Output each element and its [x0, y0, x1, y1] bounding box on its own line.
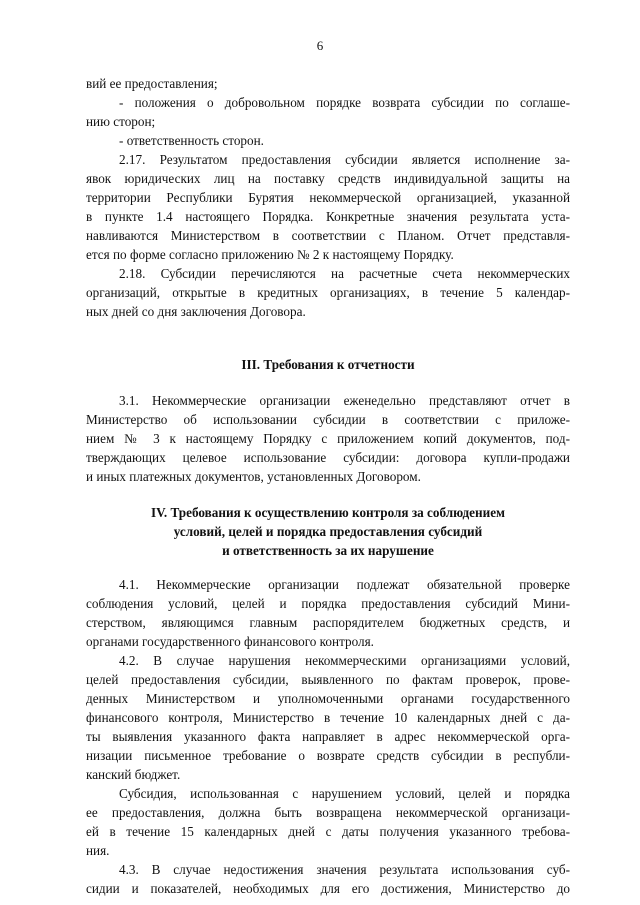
text-line: 2.18. Субсидии перечисляются на расчетные счета некоммерческих: [119, 266, 570, 281]
text-line: ты выявления указанного факта направляет в адрес некоммерческой орга-: [86, 729, 570, 744]
text-line: 4.1. Некоммерческие организации подлежат обязательной проверке: [119, 577, 570, 592]
section-heading-control-line-1: IV. Требования к осуществлению контроля за соблюдением: [150, 505, 506, 520]
text-line: стерством, являющимся главным распорядителем бюджетных средств, и: [86, 615, 570, 630]
text-line: ей в течение 15 календарных дней с даты получения указанного требова-: [86, 824, 570, 839]
text-line: 2.17. Результатом предоставления субсидии является исполнение за-: [119, 152, 570, 167]
text-line: - ответственность сторон.: [119, 133, 264, 148]
page-number: 6: [316, 38, 324, 53]
text-line: ется по форме согласно приложению № 2 к настоящему Порядку.: [86, 247, 454, 262]
document-body: [86, 74, 570, 898]
text-line: Министерство об использовании субсидии в соответствии с приложе-: [86, 412, 570, 427]
text-line: - положения о добровольном порядке возврата субсидии по соглаше-: [119, 95, 570, 110]
text-line: денных Министерством и уполномоченными органами государственного: [86, 691, 570, 706]
text-line: и иных платежных документов, установленных Договором.: [86, 469, 421, 484]
section-heading-control-line-3: и ответственность за их нарушение: [222, 543, 434, 558]
text-line: низации письменное требование о возврате средств субсидии в республи-: [86, 748, 570, 763]
text-line: вий ее предоставления;: [86, 76, 218, 91]
text-line: навливаются Министерством в соответствии с Планом. Отчет представля-: [86, 228, 570, 243]
text-line: финансового контроля, Министерство в течение 10 календарных дней с да-: [86, 710, 570, 725]
text-line: нию сторон;: [86, 114, 156, 129]
text-line: ее предоставления, должна быть возвращена некоммерческой организаци-: [86, 805, 570, 820]
section-heading-control-line-2: условий, целей и порядка предоставления субсидий: [173, 524, 483, 539]
text-line: целей предоставления субсидии, выявленного по фактам проверок, прове-: [86, 672, 570, 687]
text-line: тверждающих целевое использование субсидии: договора купли-продажи: [86, 450, 570, 465]
text-line: 4.3. В случае недостижения значения результата использования суб-: [119, 862, 570, 877]
text-line: территории Республики Бурятия некоммерческой организацией, указанной: [86, 190, 570, 205]
text-line: в пункте 1.4 настоящего Порядка. Конкретные значения результата уста-: [86, 209, 570, 224]
text-line: 4.2. В случае нарушения некоммерческими организациями условий,: [119, 653, 570, 668]
text-line: ния.: [86, 843, 110, 858]
text-line: ных дней со дня заключения Договора.: [86, 304, 306, 319]
text-line: соблюдения условий, целей и порядка предоставления субсидий Мини-: [86, 596, 570, 611]
text-line: Субсидия, использованная с нарушением условий, целей и порядка: [119, 786, 570, 801]
text-line: нием № 3 к настоящему Порядку с приложением копий документов, под-: [86, 431, 570, 446]
text-line: организаций, открытые в кредитных организациях, в течение 5 календар-: [86, 285, 570, 300]
text-line: явок юридических лиц на поставку средств индивидуальной защиты на: [86, 171, 570, 186]
text-line: сидии и показателей, необходимых для его достижения, Министерство до: [86, 881, 570, 896]
text-line: органами государственного финансового контроля.: [86, 634, 374, 649]
text-line: канский бюджет.: [86, 767, 181, 782]
section-heading-reporting: III. Требования к отчетности: [241, 357, 415, 372]
text-line: 3.1. Некоммерческие организации еженедельно представляют отчет в: [119, 393, 570, 408]
